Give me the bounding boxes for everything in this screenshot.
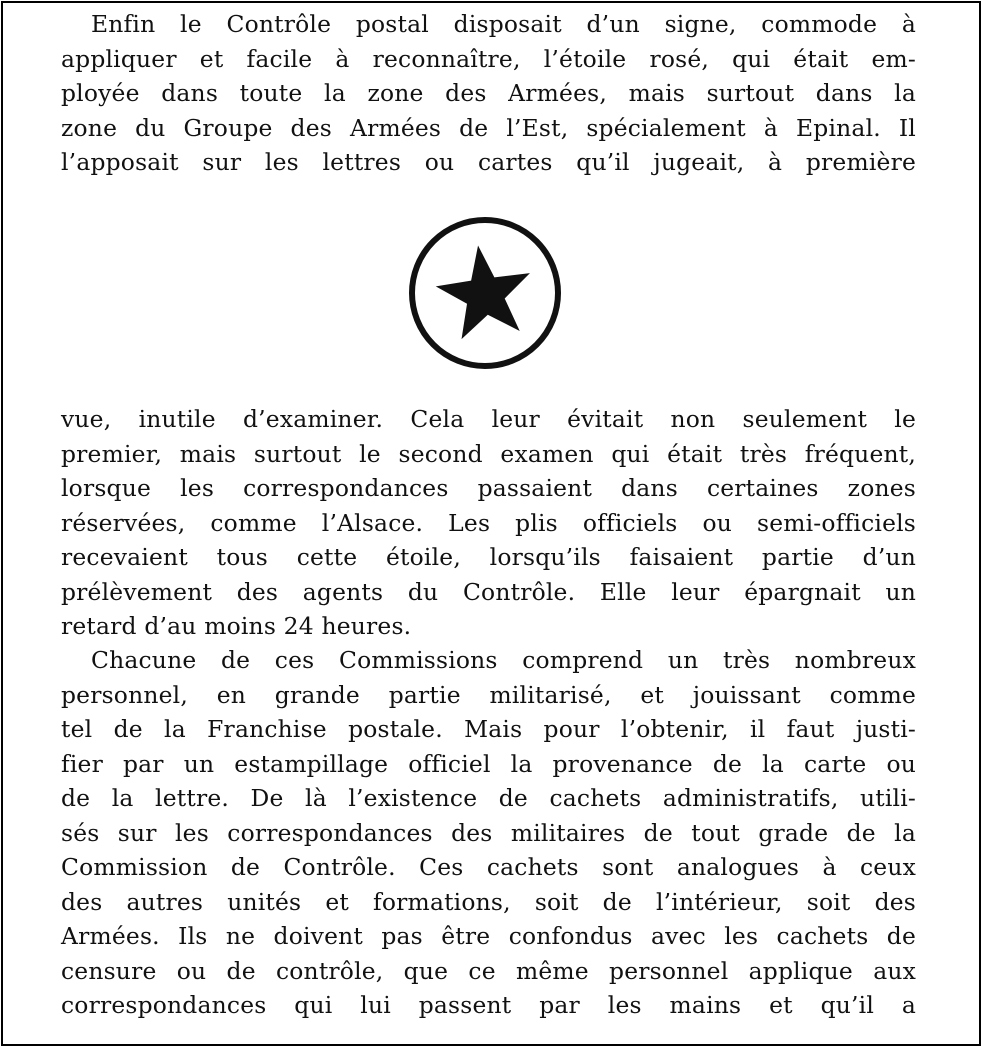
text-line: des autres unités et formations, soit de l’intérieur, soit des (61, 887, 916, 916)
star-stamp-graphic (407, 215, 563, 371)
paragraph-1 (61, 7, 916, 180)
text-line: Chacune de ces Commissions comprend un très nombreux (91, 646, 916, 674)
scanned-page (1, 1, 981, 1046)
text-line: tel de la Franchise postale. Mais pour l’obtenir, il faut justi- (61, 715, 916, 743)
text-line: sés sur les correspondances des militaires de tout grade de la (61, 818, 916, 847)
text-line: recevaient tous cette étoile, lorsqu’ils faisaient partie d’un (61, 543, 916, 571)
text-line: de la lettre. De là l’existence de cachets administratifs, utili- (61, 784, 916, 812)
text-line: fier par un estampillage officiel la provenance de la carte ou (61, 749, 916, 778)
text-line: zone du Groupe des Armées de l’Est, spécialement à Epinal. Il (61, 113, 916, 142)
text-line: premier, mais surtout le second examen qui était très fréquent, (61, 439, 916, 468)
text-line: Commission de Contrôle. Ces cachets sont analogues à ceux (61, 853, 916, 881)
star-shape (436, 245, 530, 339)
text-line: lorsque les correspondances passaient dans certaines zones (61, 474, 916, 502)
paragraph-2 (61, 402, 916, 644)
text-line: réservées, comme l’Alsace. Les plis officiels ou semi-officiels (61, 508, 916, 537)
text-line: censure ou de contrôle, que ce même personnel applique aux (61, 956, 916, 985)
text-line: l’apposait sur les lettres ou cartes qu’il jugeait, à première (61, 148, 916, 176)
text-line: appliquer et facile à reconnaître, l’étoile rosé, qui était em- (61, 44, 916, 73)
paragraph-3 (61, 643, 916, 1023)
text-line: Enfin le Contrôle postal disposait d’un signe, commode à (91, 10, 916, 38)
text-line: personnel, en grande partie militarisé, et jouissant comme (61, 680, 916, 709)
text-line: ployée dans toute la zone des Armées, mais surtout dans la (61, 79, 916, 107)
text-line: vue, inutile d’examiner. Cela leur évitait non seulement le (61, 405, 916, 433)
text-line: Armées. Ils ne doivent pas être confondus avec les cachets de (61, 922, 916, 950)
star-in-circle-icon (407, 215, 563, 371)
text-line: prélèvement des agents du Contrôle. Elle leur épargnait un (61, 577, 916, 606)
text-line: retard d’au moins 24 heures. (61, 612, 412, 640)
text-line: correspondances qui lui passent par les mains et qu’il a (61, 991, 916, 1019)
